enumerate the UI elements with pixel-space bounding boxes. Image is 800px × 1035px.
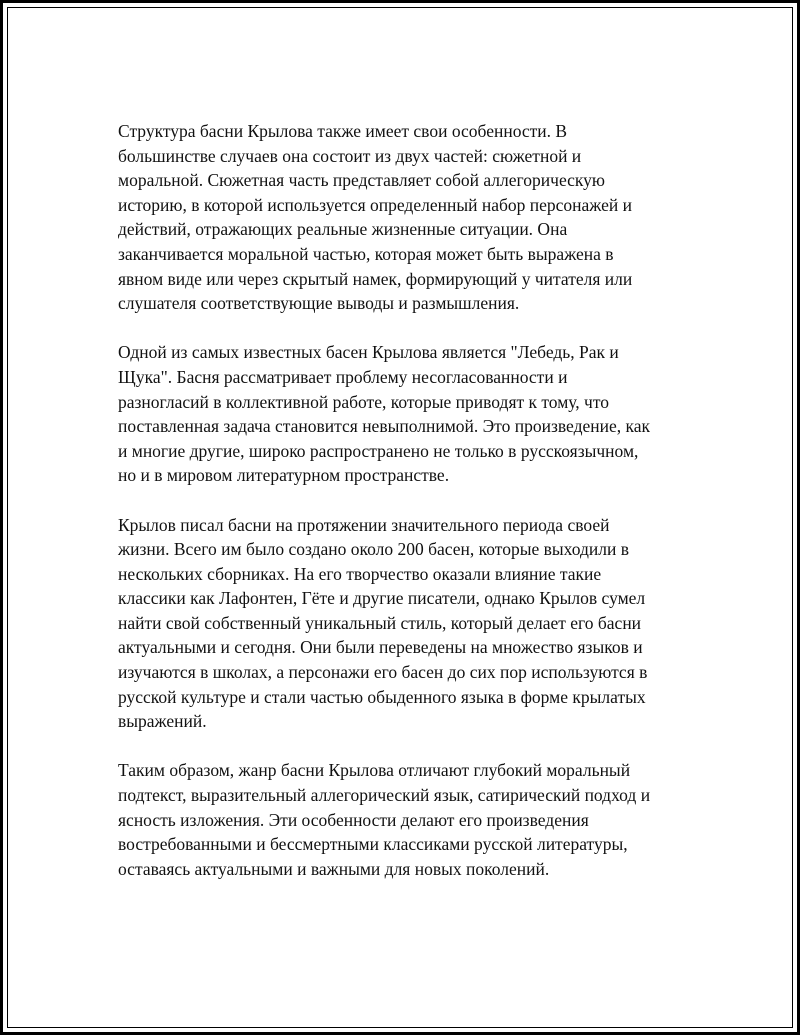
- text-line: разногласий в коллективной работе, которые приводят к тому, что: [118, 391, 610, 412]
- text-line: жизни. Всего им было создано около 200 басен, которые выходили в: [118, 539, 629, 560]
- text-line: заканчивается моральной частью, которая может быть выражена в: [118, 243, 614, 264]
- text-line: и многие другие, широко распространено не только в русскоязычном,: [118, 440, 639, 461]
- text-line: оставаясь актуальными и важными для новых поколений.: [118, 858, 550, 879]
- paragraph-1: [118, 119, 698, 316]
- text-line: Щука". Басня рассматривает проблему несогласованности и: [118, 366, 568, 387]
- document-body: [118, 119, 698, 906]
- text-line: Структура басни Крылова также имеет свои особенности. В: [118, 121, 568, 141]
- paragraph-3: [118, 513, 698, 734]
- text-line: но и в мировом литературном пространстве.: [118, 465, 450, 486]
- text-line: ясность изложения. Эти особенности делают его произведения: [118, 809, 589, 830]
- text-line: выражений.: [118, 711, 207, 732]
- text-line: явном виде или через скрытый намек, формирующий у читателя или: [118, 268, 633, 289]
- text-line: изучаются в школах, а персонажи его басен до сих пор используются в: [118, 662, 648, 683]
- text-line: историю, в которой используется определенный набор персонажей и: [118, 194, 633, 215]
- text-line: нескольких сборниках. На его творчество оказали влияние такие: [118, 563, 602, 584]
- text-line: Крылов писал басни на протяжении значительного периода своей: [118, 514, 610, 535]
- paragraph-2: [118, 340, 698, 488]
- text-line: Таким образом, жанр басни Крылова отличают глубокий моральный: [118, 760, 631, 781]
- text-line: большинстве случаев она состоит из двух частей: сюжетной и: [118, 145, 582, 166]
- text-line: действий, отражающих реальные жизненные ситуации. Она: [118, 219, 568, 240]
- text-line: востребованными и бессмертными классиками русской литературы,: [118, 834, 628, 855]
- text-line: классики как Лафонтен, Гёте и другие писатели, однако Крылов сумел: [118, 588, 646, 609]
- text-line: найти свой собственный уникальный стиль, который делает его басни: [118, 612, 642, 633]
- text-line: моральной. Сюжетная часть представляет собой аллегорическую: [118, 170, 606, 191]
- paragraph-4: [118, 758, 698, 881]
- text-line: Одной из самых известных басен Крылова является "Лебедь, Рак и: [118, 342, 619, 363]
- text-line: подтекст, выразительный аллегорический язык, сатирический подход и: [118, 785, 651, 806]
- text-line: актуальными и сегодня. Они были переведены на множество языков и: [118, 637, 643, 658]
- text-line: поставленная задача становится невыполнимой. Это произведение, как: [118, 416, 650, 437]
- text-line: слушателя соответствующие выводы и размышления.: [118, 293, 520, 314]
- text-line: русской культуре и стали частью обыденного языка в форме крылатых: [118, 686, 646, 707]
